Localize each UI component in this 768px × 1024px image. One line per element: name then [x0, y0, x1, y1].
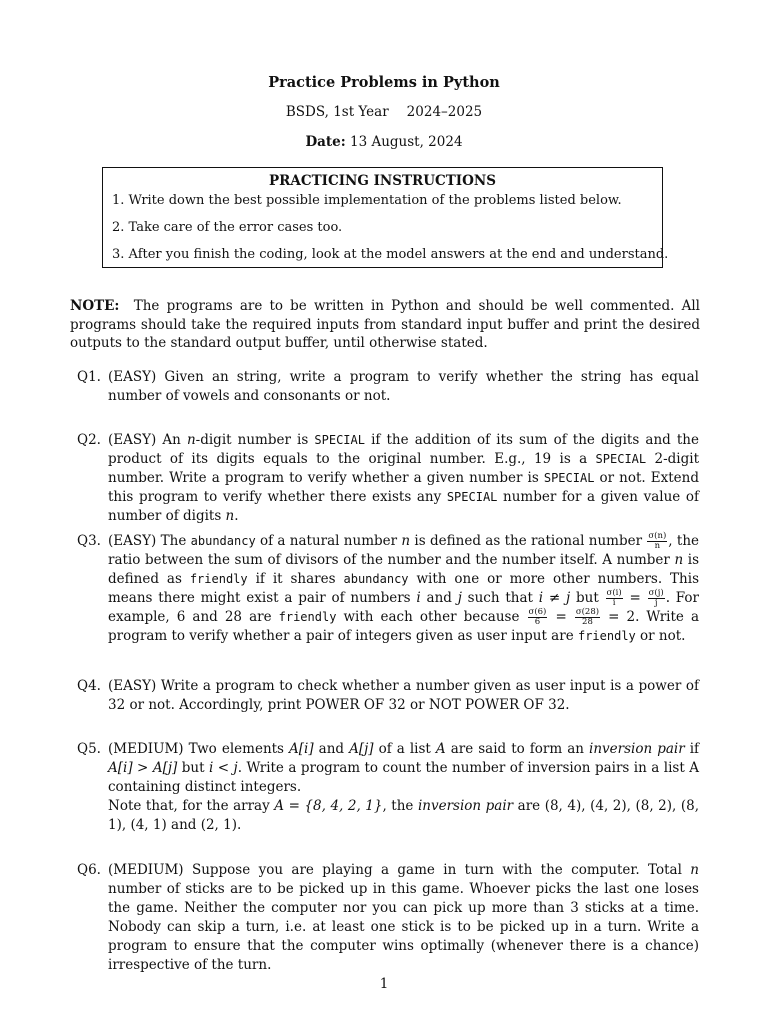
- fraction-sigma-28: $\frac{\sigma(28)}{28}$: [575, 607, 600, 627]
- document-date: [0, 134, 768, 150]
- document-subtitle: [0, 104, 768, 120]
- instruction-item: 1. Write down the best possible implementation of the problems listed below.: [112, 193, 622, 208]
- course-label: BSDS, 1st Year: [285, 104, 389, 120]
- fraction-sigma-j: $\frac{\sigma(j)}{j}$: [648, 588, 664, 608]
- page-number: 1: [379, 976, 389, 992]
- question-1: [77, 368, 699, 406]
- question-4: [77, 677, 699, 715]
- question-text: (MEDIUM) Suppose you are playing a game in turn with the computer. Total n number of sticks are to be picked up in this game. Whoever picks the last one loses the game. Neither the computer nor you can pick up more than 3 sticks at a time. Nobody can skip a turn, i.e. at least one stick is to be picked up in a turn. Write a program to ensure that the computer wins optimally (whenever there is a chance) irrespective of the turn.: [108, 862, 699, 973]
- question-number: Q4.: [77, 678, 101, 694]
- question-text: (EASY) The abundancy of a natural number n is defined as the rational number $\frac{\sigma(n)}{n}$ , the ratio between the sum of divisors of the number and the number itself. A number n is defined as friendly if it shares abundancy with one or more other numbers. This means there might exist a pair of numbers i and j such that i ≠ j but $\frac{\sigma(i)}{i}$ = $\frac{\sigma(j)}{j}$ . For example, 6 and 28 are friendly with each other because $\frac{\sigma(6)}{6}$ = $\frac{\sigma(28)}{28}$ = 2. Write a program to verify whether a pair of integers given as user input are friendly or not.: [108, 531, 700, 644]
- document-title: Practice Problems in Python: [268, 74, 500, 91]
- question-number: Q6.: [77, 862, 101, 878]
- instructions-list: [112, 191, 669, 272]
- question-2: [77, 431, 699, 526]
- question-text: (EASY) Given an string, write a program to verify whether the string has equal number of vowels and consonants or not.: [108, 369, 699, 404]
- instruction-item: 3. After you finish the coding, look at the model answers at the end and understand.: [112, 247, 669, 262]
- instructions-box: [102, 167, 669, 268]
- question-text: (EASY) Write a program to check whether a number given as user input is a power of 32 or not. Accordingly, print POWER OF 32 or NOT POWER OF 32.: [108, 678, 699, 713]
- note-text: The programs are to be written in Python and should be well commented. All programs should take the required inputs from standard input buffer and print the desired outputs to the standard output buffer, until otherwise stated.: [70, 298, 700, 351]
- question-number: Q3.: [77, 533, 101, 549]
- question-number: Q5.: [77, 741, 101, 757]
- date-label: Date:: [305, 134, 346, 150]
- session-label: 2024–2025: [406, 104, 483, 120]
- instructions-heading: PRACTICING INSTRUCTIONS: [269, 173, 496, 189]
- question-5: [77, 740, 699, 835]
- note-label: NOTE:: [70, 298, 120, 314]
- note-paragraph: [70, 297, 700, 353]
- instruction-item: 2. Take care of the error cases too.: [112, 220, 343, 235]
- question-number: Q1.: [77, 369, 101, 385]
- question-6: [77, 861, 699, 975]
- date-value: 13 August, 2024: [350, 134, 463, 150]
- question-3: [77, 532, 699, 646]
- fraction-sigma-6: $\frac{\sigma(6)}{6}$: [528, 607, 547, 627]
- question-text: (EASY) An n-digit number is SPECIAL if the addition of its sum of the digits and the product of its digits equals to the original number. E.g., 19 is a SPECIAL 2-digit number. Write a program to verify whether a given number is SPECIAL or not. Extend this program to verify whether there exists any SPECIAL number for a given value of number of digits n.: [108, 432, 699, 524]
- fraction-sigma-i: $\frac{\sigma(i)}{i}$: [606, 588, 622, 608]
- question-number: Q2.: [77, 432, 101, 448]
- question-text: (MEDIUM) Two elements A[i] and A[j] of a list A are said to form an inversion pair if A[i] > A[j] but i < j. Write a program to count the number of inversion pairs in a list A containing distinct integers. Note that, for the array A = {8, 4, 2, 1}, the inversion pair are (8, 4), (4, 2), (8, 2), (8, 1), (4, 1) and (2, 1).: [108, 741, 700, 833]
- fraction-sigma-n: $\frac{\sigma(n)}{n}$: [648, 531, 667, 551]
